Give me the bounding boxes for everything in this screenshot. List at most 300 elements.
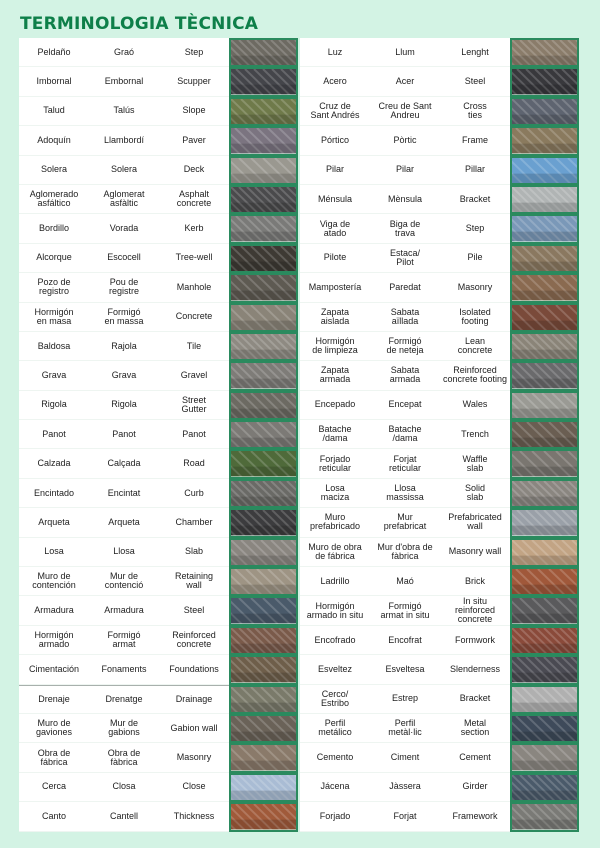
term-spanish: Zapata aislada xyxy=(320,306,350,326)
term-english: Prefabricated wall xyxy=(448,512,502,532)
term-catalan: Llosa xyxy=(113,546,135,557)
term-row xyxy=(19,773,298,802)
term-row xyxy=(19,303,298,332)
term-text-group xyxy=(300,156,510,185)
term-english: Wales xyxy=(462,399,488,410)
term-row xyxy=(300,391,579,420)
term-text-group xyxy=(300,273,510,302)
term-catalan: Cantell xyxy=(109,810,138,821)
term-english: Slenderness xyxy=(449,663,501,674)
term-spanish: Aglomerado asfáltico xyxy=(29,189,79,209)
term-spanish: Luz xyxy=(327,46,343,57)
term-row xyxy=(19,273,298,302)
cross-ties-photo xyxy=(510,97,579,126)
term-text-group xyxy=(19,126,229,155)
pillar-photo xyxy=(510,156,579,185)
term-text-group xyxy=(300,743,510,772)
term-catalan: Ciment xyxy=(390,752,420,763)
term-row xyxy=(300,420,579,449)
term-text-group xyxy=(19,303,229,332)
bracket-photo xyxy=(510,185,579,214)
term-row xyxy=(19,714,298,743)
term-spanish: Hormigón armado in situ xyxy=(306,600,364,620)
term-english: Drainage xyxy=(175,693,213,704)
term-row xyxy=(300,714,579,743)
term-english: Steel xyxy=(464,76,486,87)
term-english: Step xyxy=(184,46,204,57)
term-catalan: Llosa massissa xyxy=(386,483,424,503)
term-catalan: Panot xyxy=(112,428,136,439)
paver-photo xyxy=(229,126,298,155)
drain-grate-photo xyxy=(229,67,298,96)
term-english: Kerb xyxy=(184,223,204,234)
term-english: Asphalt concrete xyxy=(176,189,212,209)
term-row xyxy=(19,626,298,655)
term-text-group xyxy=(19,420,229,449)
term-row xyxy=(19,420,298,449)
term-catalan: Esveltesa xyxy=(385,663,425,674)
term-spanish: Batache /dama xyxy=(318,424,352,444)
term-spanish: Pozo de registro xyxy=(37,277,71,297)
term-text-group xyxy=(300,38,510,67)
term-catalan: Formigó armat xyxy=(107,630,141,649)
term-catalan: Armadura xyxy=(104,605,144,616)
formwork-photo xyxy=(510,626,579,655)
term-english: Masonry xyxy=(176,752,212,763)
term-catalan: Estaca/ Pilot xyxy=(389,247,420,267)
term-english: Waffle slab xyxy=(462,453,488,473)
term-catalan: Acer xyxy=(395,76,415,87)
term-row xyxy=(300,303,579,332)
term-english: Cross ties xyxy=(463,100,487,120)
term-catalan: Forjat xyxy=(393,810,417,821)
term-spanish: Pórtico xyxy=(320,134,349,145)
term-row xyxy=(300,214,579,243)
term-catalan: Formigó en massa xyxy=(104,306,144,326)
term-spanish: Jácena xyxy=(320,781,350,792)
term-row xyxy=(19,567,298,596)
slope-photo xyxy=(229,97,298,126)
term-row xyxy=(300,655,579,684)
term-catalan: Talús xyxy=(113,105,135,116)
term-catalan: Llambordí xyxy=(103,134,145,145)
term-catalan: Mur d'obra de fàbrica xyxy=(377,541,433,561)
deck-photo xyxy=(229,156,298,185)
term-spanish: Drenaje xyxy=(38,693,70,704)
term-row xyxy=(19,538,298,567)
term-spanish: Peldaño xyxy=(37,46,71,57)
term-row xyxy=(300,802,579,831)
term-english: Gabion wall xyxy=(170,722,218,733)
term-catalan: Pòrtic xyxy=(393,134,417,145)
gutter-photo xyxy=(229,391,298,420)
term-catalan: Encintat xyxy=(107,487,141,498)
term-spanish: Arqueta xyxy=(38,516,70,527)
term-spanish: Losa xyxy=(44,546,64,557)
waffle-slab-photo xyxy=(510,449,579,478)
term-english: Frame xyxy=(461,134,488,145)
term-spanish: Viga de atado xyxy=(319,218,351,238)
term-text-group xyxy=(19,802,229,831)
brick-edge-photo xyxy=(229,802,298,831)
masonry-worker-photo xyxy=(229,743,298,772)
term-row xyxy=(300,449,579,478)
term-english: Slab xyxy=(184,546,203,557)
term-catalan: Mur de gabions xyxy=(108,718,140,738)
term-spanish: Hormigón de limpieza xyxy=(312,336,358,356)
in-situ-concrete-photo xyxy=(510,596,579,625)
stairs-photo xyxy=(229,38,298,67)
term-text-group xyxy=(19,596,229,625)
term-text-group xyxy=(300,685,510,714)
term-catalan: Mènsula xyxy=(387,193,423,204)
term-catalan: Drenatge xyxy=(105,693,143,704)
term-spanish: Ladrillo xyxy=(320,575,350,586)
term-row xyxy=(300,743,579,772)
term-row xyxy=(19,685,298,714)
term-english: Girder xyxy=(462,781,488,792)
right-terminology-column xyxy=(300,38,579,832)
term-text-group xyxy=(19,391,229,420)
term-english: Street Gutter xyxy=(181,394,207,414)
term-catalan: Rigola xyxy=(111,399,137,410)
term-text-group xyxy=(300,67,510,96)
term-catalan: Perfil metàl·lic xyxy=(388,718,422,738)
term-row xyxy=(19,332,298,361)
term-english: Thickness xyxy=(173,810,215,821)
term-row xyxy=(300,773,579,802)
term-text-group xyxy=(19,185,229,214)
term-row xyxy=(19,67,298,96)
retaining-wall-photo xyxy=(229,567,298,596)
term-spanish: Calzada xyxy=(37,458,71,469)
term-text-group xyxy=(19,361,229,390)
term-english: Masonry xyxy=(457,281,493,292)
term-english: Pile xyxy=(467,252,483,263)
term-text-group xyxy=(300,244,510,273)
term-spanish: Muro prefabricado xyxy=(309,512,361,532)
term-english: Formwork xyxy=(455,634,495,645)
term-catalan: Rajola xyxy=(111,340,137,351)
term-text-group xyxy=(19,273,229,302)
term-english: Tile xyxy=(186,340,202,351)
term-english: Lean concrete xyxy=(457,336,493,356)
term-row xyxy=(300,567,579,596)
term-spanish: Cerco/ Estribo xyxy=(320,688,349,708)
term-spanish: Muro de obra de fábrica xyxy=(308,541,362,561)
term-row xyxy=(19,244,298,273)
left-terminology-column xyxy=(19,38,298,832)
term-text-group xyxy=(19,97,229,126)
term-spanish: Cruz de Sant Andrés xyxy=(310,100,360,120)
term-row xyxy=(300,626,579,655)
term-text-group xyxy=(300,802,510,831)
metal-section-photo xyxy=(510,714,579,743)
term-text-group xyxy=(19,538,229,567)
page-title: TERMINOLOGIA TÈCNICA xyxy=(20,14,259,34)
road-photo xyxy=(229,449,298,478)
term-english: Metal section xyxy=(460,718,490,738)
term-text-group xyxy=(300,596,510,625)
term-catalan: Sabata aïllada xyxy=(390,306,420,326)
term-spanish: Losa maciza xyxy=(320,483,350,503)
prefab-wall-photo xyxy=(510,508,579,537)
term-row xyxy=(19,156,298,185)
cement-photo xyxy=(510,743,579,772)
term-row xyxy=(19,391,298,420)
span-frame-photo xyxy=(510,38,579,67)
term-text-group xyxy=(300,626,510,655)
term-spanish: Obra de fábrica xyxy=(37,747,71,767)
term-text-group xyxy=(300,185,510,214)
reinforced-concrete-photo xyxy=(229,626,298,655)
term-catalan: Closa xyxy=(112,781,136,792)
tile-photo xyxy=(229,332,298,361)
term-row xyxy=(19,214,298,243)
term-spanish: Esveltez xyxy=(317,663,352,674)
term-spanish: Baldosa xyxy=(37,340,71,351)
term-text-group xyxy=(300,420,510,449)
term-spanish: Imbornal xyxy=(36,76,72,87)
term-spanish: Ménsula xyxy=(317,193,353,204)
rebar-photo xyxy=(229,596,298,625)
term-catalan: Obra de fàbrica xyxy=(107,747,141,767)
term-row xyxy=(19,508,298,537)
term-catalan: Sabata armada xyxy=(389,365,421,385)
term-spanish: Encofrado xyxy=(314,634,356,645)
term-spanish: Hormigón en masa xyxy=(34,306,74,326)
term-text-group xyxy=(300,508,510,537)
term-catalan: Llum xyxy=(395,46,415,57)
term-spanish: Alcorque xyxy=(36,252,72,263)
term-catalan: Forjat reticular xyxy=(388,453,421,473)
term-text-group xyxy=(300,449,510,478)
term-english: Paver xyxy=(182,134,206,145)
term-spanish: Acero xyxy=(323,76,347,87)
term-spanish: Pilar xyxy=(325,164,344,175)
term-catalan: Paredat xyxy=(389,281,421,292)
term-text-group xyxy=(19,626,229,655)
term-text-group xyxy=(300,773,510,802)
term-catalan: Aglomerat asfàltic xyxy=(103,189,145,209)
term-english: Bracket xyxy=(459,193,491,204)
term-text-group xyxy=(300,479,510,508)
term-text-group xyxy=(19,156,229,185)
term-spanish: Solera xyxy=(40,164,67,175)
term-catalan: Formigó de neteja xyxy=(386,336,424,356)
term-row xyxy=(300,38,579,67)
term-catalan: Embornal xyxy=(104,76,144,87)
frame-photo xyxy=(510,126,579,155)
term-english: Reinforced concrete footing xyxy=(442,365,508,385)
term-english: Manhole xyxy=(176,281,212,292)
term-english: Panot xyxy=(182,428,206,439)
term-row xyxy=(300,97,579,126)
term-row xyxy=(19,449,298,478)
term-english: Lenght xyxy=(461,46,489,57)
stirrup-photo xyxy=(510,685,579,714)
slender-columns-photo xyxy=(510,655,579,684)
term-catalan: Estrep xyxy=(391,693,418,704)
term-row xyxy=(19,596,298,625)
term-spanish: Grava xyxy=(41,369,67,380)
wales-photo xyxy=(510,391,579,420)
foundations-photo xyxy=(229,655,298,684)
term-row xyxy=(300,126,579,155)
term-catalan: Formigó armat in situ xyxy=(380,600,430,620)
term-english: Reinforced concrete xyxy=(172,630,216,649)
term-english: Step xyxy=(465,223,485,234)
term-catalan: Pou de registre xyxy=(108,277,139,297)
term-text-group xyxy=(300,332,510,361)
term-spanish: Cimentación xyxy=(28,663,80,674)
term-text-group xyxy=(300,538,510,567)
term-spanish: Cemento xyxy=(316,752,354,763)
term-text-group xyxy=(19,449,229,478)
term-text-group xyxy=(300,126,510,155)
term-text-group xyxy=(300,303,510,332)
term-row xyxy=(300,332,579,361)
fence-photo xyxy=(229,773,298,802)
term-catalan: Maó xyxy=(396,575,414,586)
term-text-group xyxy=(300,714,510,743)
isolated-footing-photo xyxy=(510,303,579,332)
term-spanish: Perfil metálico xyxy=(318,718,352,738)
chamber-photo xyxy=(229,508,298,537)
girder-photo xyxy=(510,773,579,802)
term-catalan: Vorada xyxy=(109,223,139,234)
term-text-group xyxy=(19,214,229,243)
term-english: Slope xyxy=(182,105,206,116)
term-row xyxy=(19,802,298,831)
term-spanish: Muro de gaviones xyxy=(35,718,73,738)
slab-photo xyxy=(229,538,298,567)
term-text-group xyxy=(19,332,229,361)
term-english: Solid slab xyxy=(464,483,485,503)
term-text-group xyxy=(19,655,229,684)
term-english: In situ reinforced concrete xyxy=(454,596,496,625)
term-row xyxy=(19,655,298,684)
slab-framework-photo xyxy=(510,802,579,831)
term-english: Foundations xyxy=(169,663,219,674)
bricks-photo xyxy=(510,567,579,596)
term-spanish: Rigola xyxy=(41,399,67,410)
term-english: Deck xyxy=(183,164,205,175)
term-english: Pillar xyxy=(464,164,485,175)
stone-wall-photo xyxy=(510,273,579,302)
term-text-group xyxy=(19,38,229,67)
term-english: Curb xyxy=(184,487,204,498)
term-catalan: Mur prefabricat xyxy=(383,512,427,532)
term-row xyxy=(300,685,579,714)
term-english: Masonry wall xyxy=(448,546,502,557)
term-spanish: Cerca xyxy=(41,781,66,792)
term-text-group xyxy=(19,685,229,714)
term-row xyxy=(300,508,579,537)
gabion-photo xyxy=(229,714,298,743)
term-spanish: Forjado reticular xyxy=(318,453,351,473)
term-row xyxy=(300,596,579,625)
term-row xyxy=(19,97,298,126)
term-row xyxy=(19,361,298,390)
term-english: Retaining wall xyxy=(174,571,214,591)
term-spanish: Canto xyxy=(41,810,67,821)
term-spanish: Armadura xyxy=(34,605,74,616)
term-english: Close xyxy=(182,781,206,792)
term-text-group xyxy=(19,743,229,772)
term-text-group xyxy=(19,244,229,273)
term-row xyxy=(19,38,298,67)
kerb-photo xyxy=(229,214,298,243)
term-text-group xyxy=(19,567,229,596)
term-catalan: Grava xyxy=(111,369,137,380)
term-row xyxy=(300,156,579,185)
footing-rebar-photo xyxy=(510,361,579,390)
term-row xyxy=(19,126,298,155)
term-spanish: Zapata armada xyxy=(319,365,351,385)
term-catalan: Encepat xyxy=(388,399,422,410)
term-spanish: Adoquín xyxy=(37,134,71,145)
term-spanish: Hormigón armado xyxy=(34,630,74,649)
term-english: Cement xyxy=(459,752,491,763)
term-english: Tree-well xyxy=(175,252,213,263)
steel-pipes-photo xyxy=(510,67,579,96)
term-spanish: Pilote xyxy=(323,252,347,263)
term-row xyxy=(300,67,579,96)
term-row xyxy=(19,185,298,214)
term-english: Steel xyxy=(183,605,205,616)
term-text-group xyxy=(300,391,510,420)
term-text-group xyxy=(300,655,510,684)
term-catalan: Calçada xyxy=(107,458,141,469)
term-spanish: Muro de contención xyxy=(32,571,76,591)
asphalt-photo xyxy=(229,185,298,214)
term-text-group xyxy=(19,714,229,743)
term-row xyxy=(19,743,298,772)
term-english: Framework xyxy=(452,810,498,821)
term-catalan: Biga de trava xyxy=(389,218,421,238)
manhole-photo xyxy=(229,273,298,302)
term-catalan: Arqueta xyxy=(108,516,140,527)
term-spanish: Mampostería xyxy=(308,281,362,292)
term-english: Road xyxy=(183,458,205,469)
term-text-group xyxy=(300,97,510,126)
term-catalan: Graó xyxy=(113,46,134,57)
concrete-photo xyxy=(229,303,298,332)
term-catalan: Solera xyxy=(110,164,137,175)
term-catalan: Escocell xyxy=(107,252,141,263)
panot-photo xyxy=(229,420,298,449)
term-text-group xyxy=(300,361,510,390)
term-row xyxy=(19,479,298,508)
term-catalan: Jàssera xyxy=(389,781,421,792)
term-row xyxy=(300,538,579,567)
term-spanish: Bordillo xyxy=(38,223,69,234)
term-english: Scupper xyxy=(177,76,211,87)
term-text-group xyxy=(19,479,229,508)
term-catalan: Creu de Sant Andreu xyxy=(378,100,432,120)
term-english: Bracket xyxy=(459,693,491,704)
term-spanish: Talud xyxy=(43,105,65,116)
term-spanish: Encintado xyxy=(33,487,75,498)
tree-well-photo xyxy=(229,244,298,273)
term-english: Gravel xyxy=(180,369,208,380)
term-text-group xyxy=(19,508,229,537)
term-english: Brick xyxy=(465,575,485,586)
gravel-photo xyxy=(229,361,298,390)
term-spanish: Forjado xyxy=(319,810,351,821)
term-catalan: Batache /dama xyxy=(388,424,422,444)
